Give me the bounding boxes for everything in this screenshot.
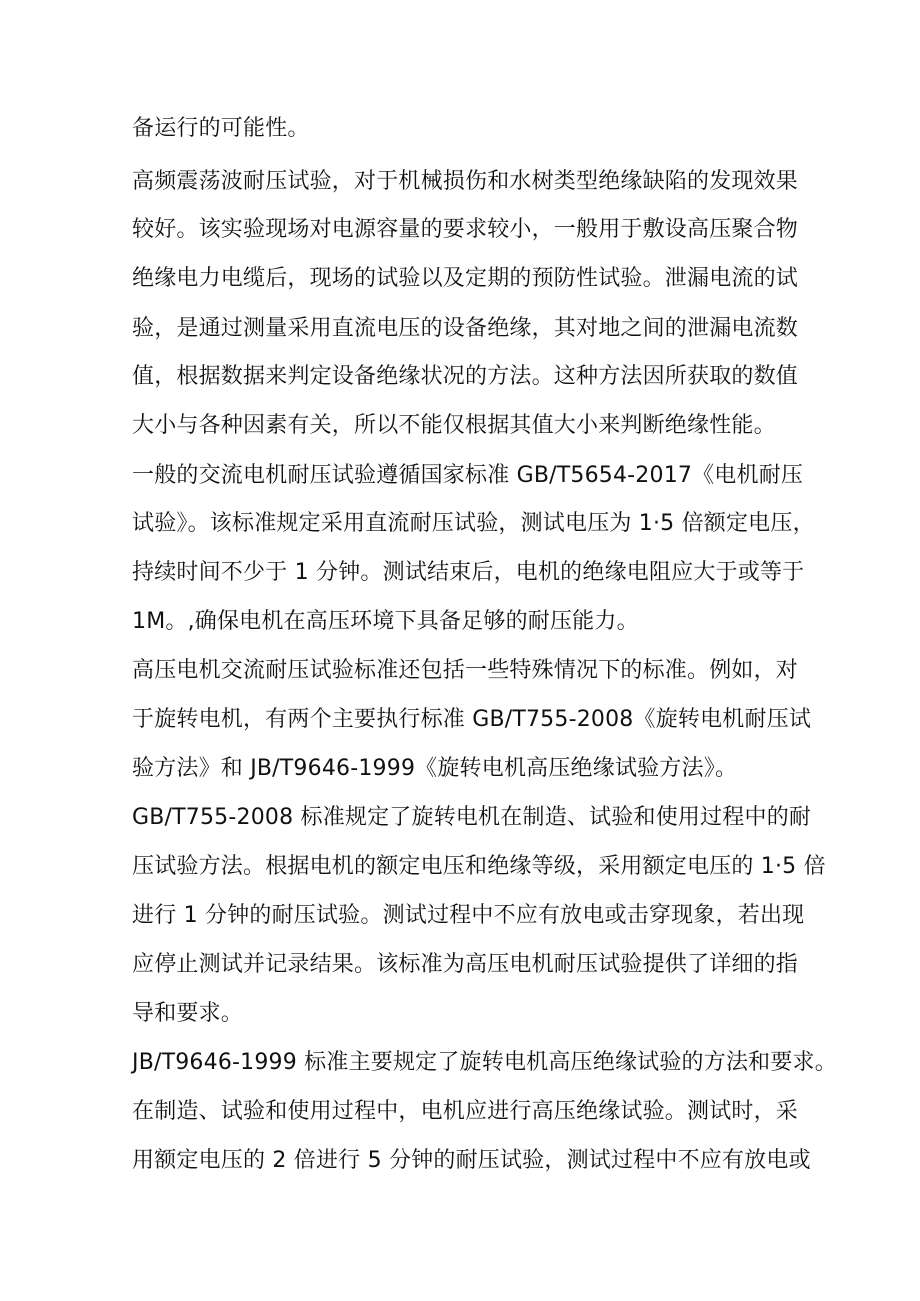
text-line: 值，根据数据来判定设备绝缘状况的方法。这种方法因所获取的数值: [132, 364, 799, 389]
text-line: 用额定电压的 2 倍进行 5 分钟的耐压试验，测试过程中不应有放电或: [132, 1148, 811, 1173]
text-line: 高压电机交流耐压试验标准还包括一些特殊情况下的标准。例如，对: [132, 658, 799, 683]
text-line: 绝缘电力电缆后，现场的试验以及定期的预防性试验。泄漏电流的试: [132, 266, 799, 291]
text-line: GB/T755-2008 标准规定了旋转电机在制造、试验和使用过程中的耐: [132, 805, 812, 830]
text-line: 验，是通过测量采用直流电压的设备绝缘，其对地之间的泄漏电流数: [132, 316, 799, 341]
text-line: 大小与各种因素有关，所以不能仅根据其值大小来判断绝缘性能。: [132, 413, 776, 438]
text-line: 试验》。该标准规定采用直流耐压试验，测试电压为 1·5 倍额定电压，: [132, 511, 815, 536]
text-line: 应停止测试并记录结果。该标准为高压电机耐压试验提供了详细的指: [132, 952, 799, 977]
text-line: 进行 1 分钟的耐压试验。测试过程中不应有放电或击穿现象，若出现: [132, 903, 805, 928]
text-line: 持续时间不少于 1 分钟。测试结束后，电机的绝缘电阻应大于或等于: [132, 560, 805, 585]
text-line: JB/T9646-1999 标准主要规定了旋转电机高压绝缘试验的方法和要求。: [132, 1050, 837, 1075]
text-line: 较好。该实验现场对电源容量的要求较小，一般用于敷设高压聚合物: [132, 217, 799, 242]
text-line: 压试验方法。根据电机的额定电压和绝缘等级，采用额定电压的 1·5 倍: [132, 854, 826, 879]
text-line: 备运行的可能性。: [132, 116, 310, 141]
text-line: 验方法》和 JB/T9646-1999《旋转电机高压绝缘试验方法》。: [132, 756, 738, 781]
text-line: 于旋转电机，有两个主要执行标准 GB/T755-2008《旋转电机耐压试: [132, 707, 812, 732]
text-line: 在制造、试验和使用过程中，电机应进行高压绝缘试验。测试时，采: [132, 1099, 799, 1124]
text-line: 1M。,确保电机在高压环境下具备足够的耐压能力。: [132, 609, 639, 634]
text-line: 导和要求。: [132, 1001, 244, 1026]
text-line: 高频震荡波耐压试验，对于机械损伤和水树类型绝缘缺陷的发现效果: [132, 169, 799, 194]
text-line: 一般的交流电机耐压试验遵循国家标准 GB/T5654-2017《电机耐压: [132, 463, 804, 488]
